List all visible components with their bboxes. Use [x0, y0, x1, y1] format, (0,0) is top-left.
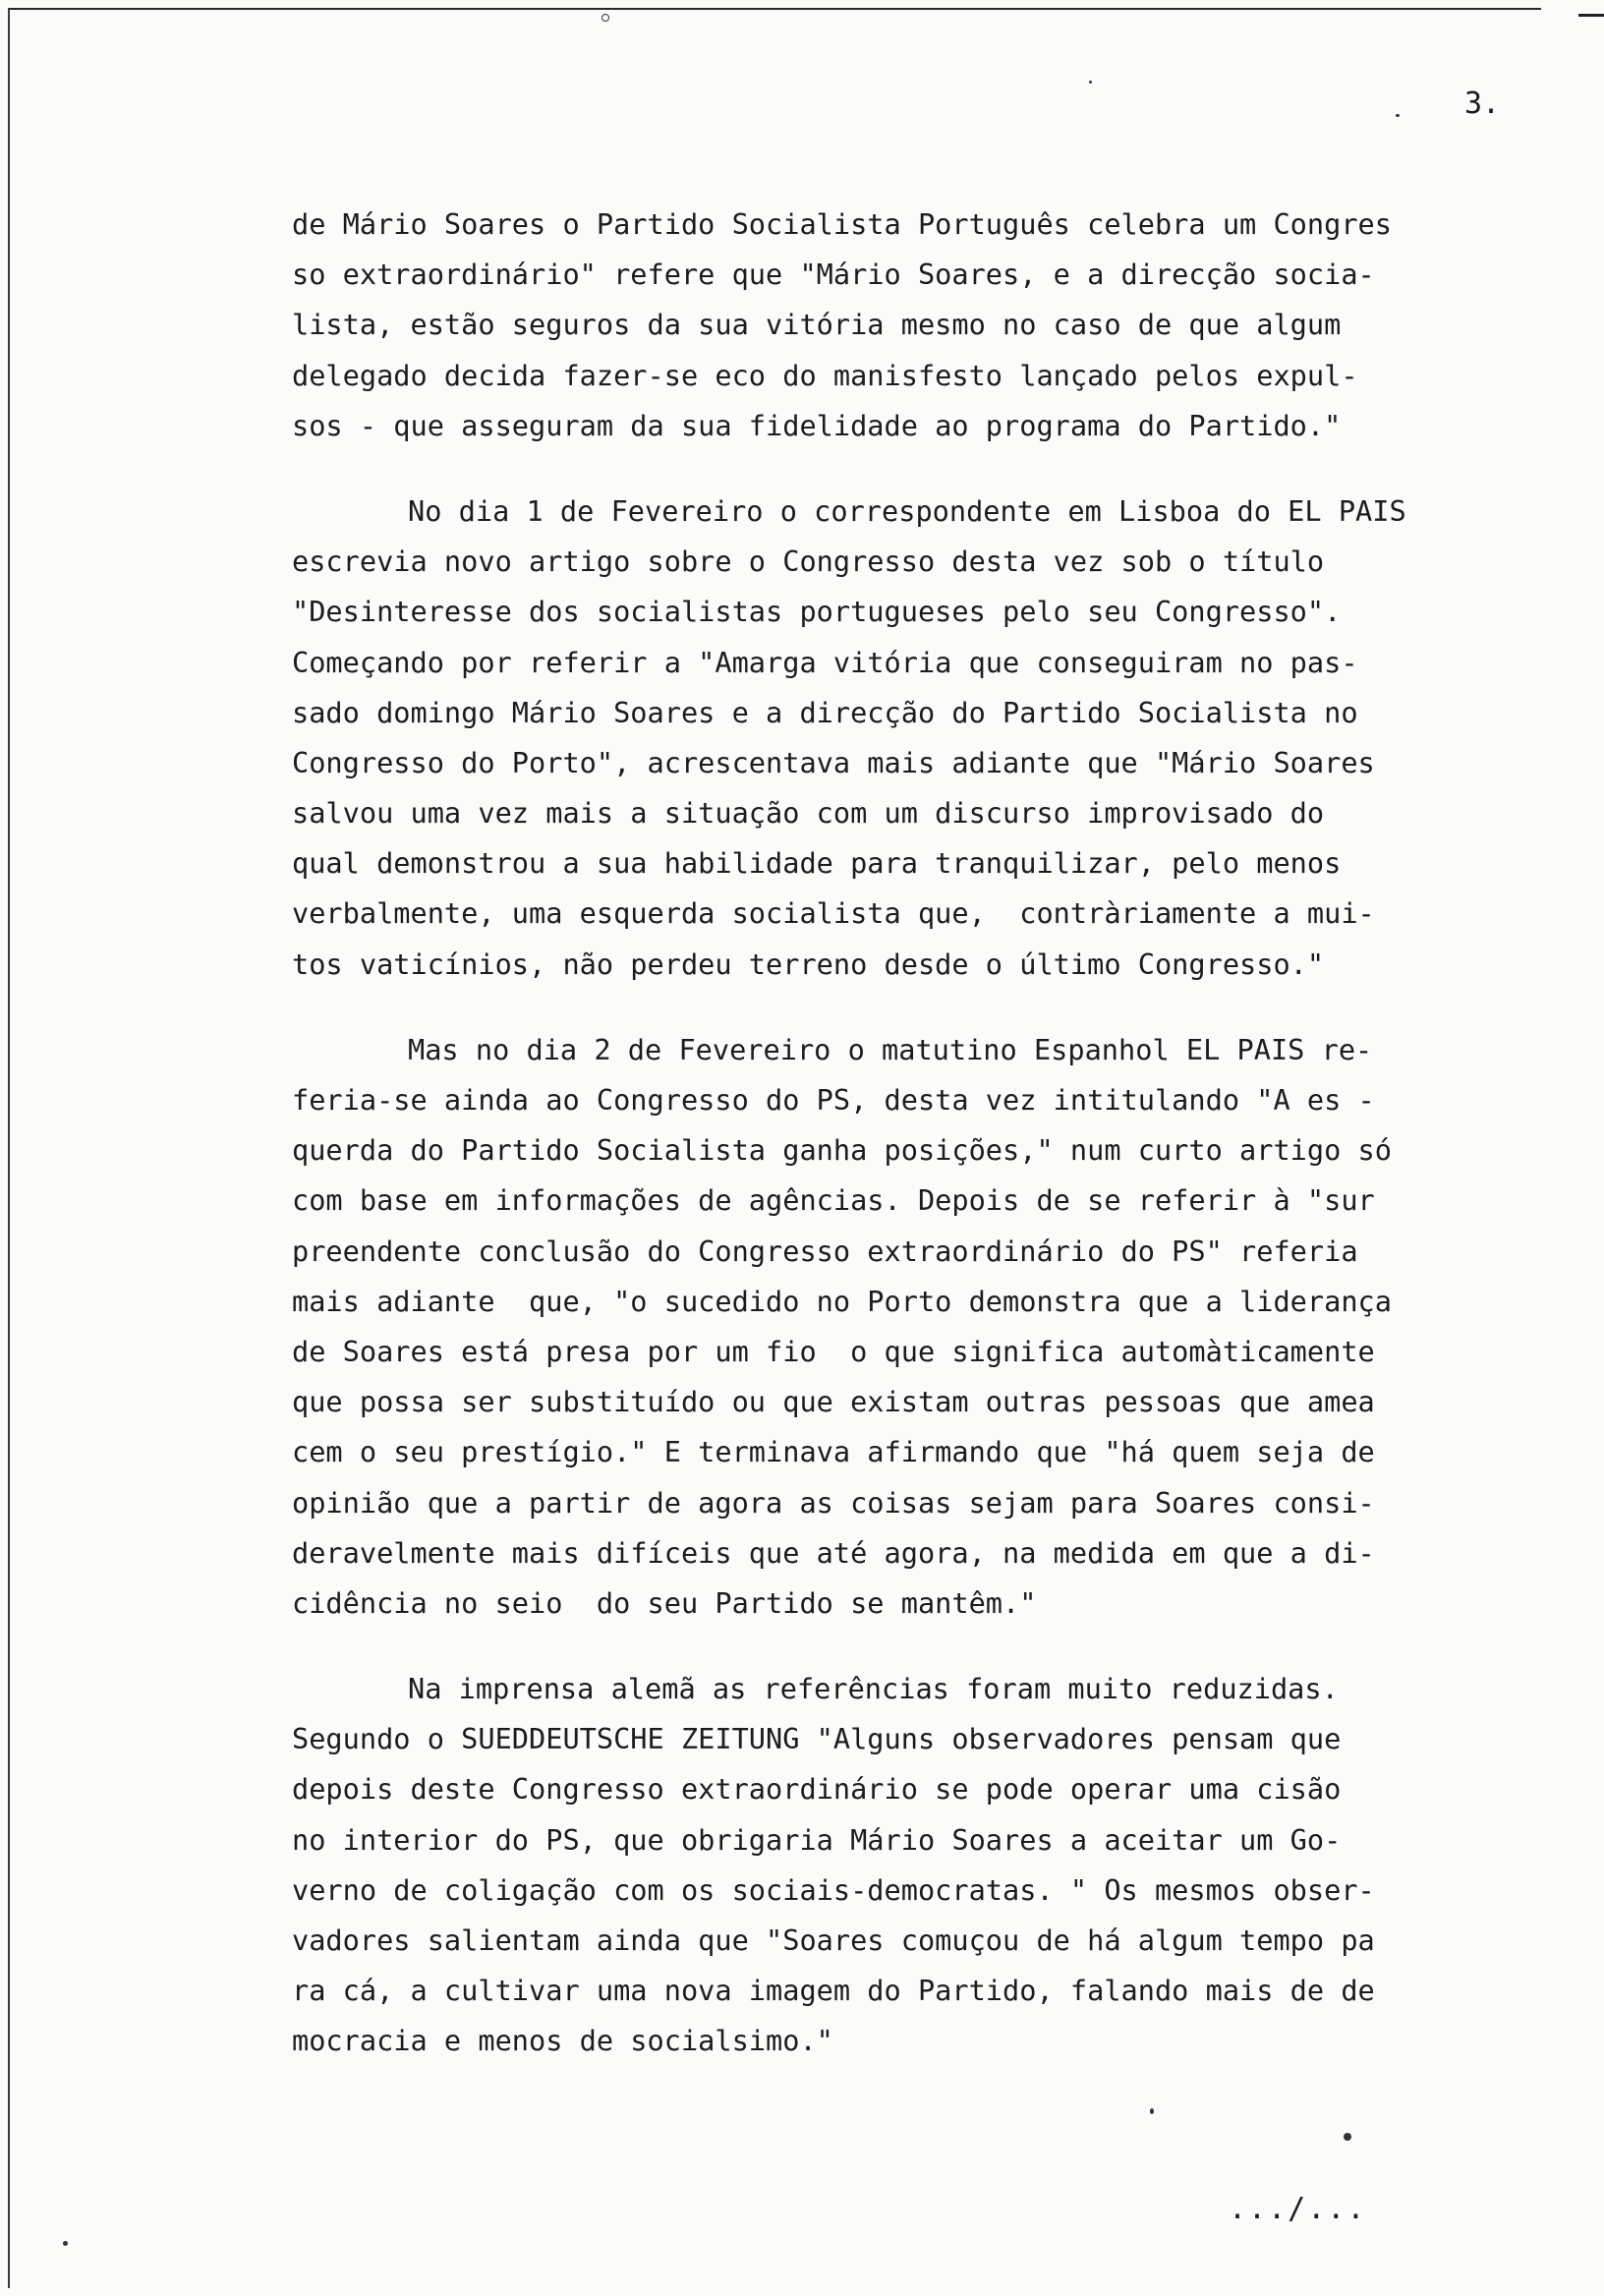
text-line: so extraordinário" refere que "Mário Soares, e a direcção socia- — [292, 258, 1375, 292]
scan-speck — [1344, 2133, 1351, 2141]
paragraph-gap — [292, 990, 1570, 1025]
text-line: deravelmente mais difíceis que até agora, na medida em que a di- — [292, 1535, 1375, 1570]
text-line: vadores salientam ainda que "Soares comuçou de há algum tempo pa — [292, 1923, 1375, 1957]
paragraph-gap — [292, 1629, 1570, 1664]
paragraph-4 — [292, 1664, 1570, 2067]
paragraph-gap — [292, 451, 1570, 487]
text-line: sado domingo Mário Soares e a direcção do Partido Socialista no — [292, 695, 1358, 729]
document-body — [292, 200, 1570, 2067]
scan-speck — [63, 2241, 68, 2246]
text-line: Mas no dia 2 de Fevereiro o matutino Espanhol EL PAIS re- — [408, 1032, 1373, 1066]
text-line: que possa ser substituído ou que existam outras pessoas que amea — [292, 1385, 1375, 1419]
scan-speck — [1150, 2108, 1154, 2114]
text-line: depois deste Congresso extraordinário se pode operar uma cisão — [292, 1772, 1342, 1807]
text-line: delegado decida fazer-se eco do manisfesto lançado pelos expul- — [292, 358, 1358, 392]
text-line: verno de coligação com os sociais-democratas. " Os mesmos obser- — [292, 1872, 1375, 1907]
page-frame-left — [8, 8, 10, 2288]
paragraph-2 — [292, 487, 1570, 990]
text-line: cem o seu prestígio." E terminava afirmando que "há quem seja de — [292, 1435, 1375, 1469]
scan-speck — [1396, 114, 1400, 117]
text-line: Congresso do Porto", acrescentava mais adiante que "Mário Soares — [292, 745, 1375, 779]
text-line: No dia 1 de Fevereiro o correspondente em Lisboa do EL PAIS — [408, 493, 1406, 528]
text-line: feria-se ainda ao Congresso do PS, desta vez intitulando "A es - — [292, 1083, 1375, 1117]
text-line: verbalmente, uma esquerda socialista que, contràriamente a mui- — [292, 896, 1375, 931]
text-line: Segundo o SUEDDEUTSCHE ZEITUNG "Alguns observadores pensam que — [292, 1722, 1342, 1756]
continuation-mark: .../... — [1229, 2192, 1367, 2226]
edge-mark — [1578, 14, 1604, 17]
text-line: tos vaticínios, não perdeu terreno desde o último Congresso." — [292, 947, 1325, 981]
text-line: querda do Partido Socialista ganha posições," num curto artigo só — [292, 1133, 1392, 1168]
text-line: escrevia novo artigo sobre o Congresso desta vez sob o título — [292, 545, 1325, 579]
text-line: de Soares está presa por um fio o que significa automàticamente — [292, 1334, 1375, 1368]
text-line: preendente conclusão do Congresso extraordinário do PS" referia — [292, 1234, 1358, 1268]
text-line: mais adiante que, "o sucedido no Porto demonstra que a liderança — [292, 1284, 1392, 1318]
text-line: sos - que asseguram da sua fidelidade ao programa do Partido." — [292, 408, 1342, 442]
text-line: "Desinteresse dos socialistas portugueses pelo seu Congresso". — [292, 595, 1342, 629]
text-line: mocracia e menos de socialsimo." — [292, 2024, 833, 2058]
text-line: Na imprensa alemã as referências foram muito reduzidas. — [408, 1672, 1339, 1706]
text-line: com base em informações de agências. Depois de se referir à "sur — [292, 1183, 1375, 1218]
page-number: 3. — [1464, 86, 1501, 121]
paragraph-1 — [292, 200, 1570, 451]
text-line: salvou uma vez mais a situação com um discurso improvisado do — [292, 796, 1325, 831]
text-line: no interior do PS, que obrigaria Mário Soares a aceitar um Go- — [292, 1822, 1342, 1857]
paragraph-3 — [292, 1025, 1570, 1629]
scan-speck — [602, 14, 609, 22]
text-line: de Mário Soares o Partido Socialista Português celebra um Congres — [292, 207, 1392, 241]
scan-speck — [1089, 81, 1092, 84]
text-line: Começando por referir a "Amarga vitória que conseguiram no pas- — [292, 645, 1358, 679]
text-line: lista, estão seguros da sua vitória mesmo no caso de que algum — [292, 308, 1342, 342]
text-line: opinião que a partir de agora as coisas sejam para Soares consi- — [292, 1485, 1375, 1520]
text-line: cidência no seio do seu Partido se mantêm." — [292, 1585, 1037, 1620]
text-line: qual demonstrou a sua habilidade para tranquilizar, pelo menos — [292, 846, 1342, 881]
page-frame-top — [8, 8, 1541, 10]
text-line: ra cá, a cultivar uma nova imagem do Partido, falando mais de de — [292, 1974, 1375, 2008]
